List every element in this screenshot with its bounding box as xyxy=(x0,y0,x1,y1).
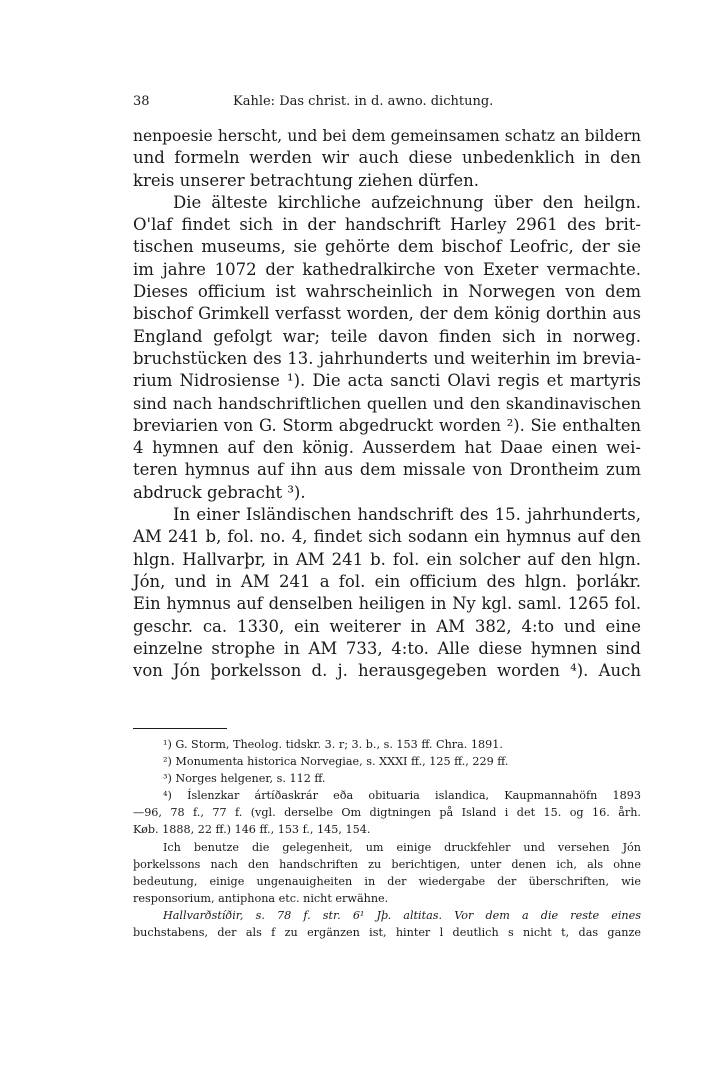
footnotes xyxy=(133,736,641,941)
footnote-line: þorkelssons nach den handschriften zu berichtigen, unter denen ich, als ohne xyxy=(133,857,641,871)
text-line: In einer Isländischen handschrift des 15. jahrhunderts, xyxy=(173,505,641,525)
footnote-line: Hallvarðstíðir, s. 78 f. str. 6¹ Jþ. altitas. Vor dem a die reste eines xyxy=(163,908,641,922)
text-line: bruchstücken des 13. jahrhunderts und weiterhin im brevia- xyxy=(133,348,641,368)
footnote-rule xyxy=(133,728,227,729)
text-line: abdruck gebracht ³). xyxy=(133,482,306,502)
text-line: einzelne strophe in AM 733, 4:to. Alle diese hymnen sind xyxy=(133,638,641,658)
text-line: und formeln werden wir auch diese unbedenklich in den xyxy=(133,148,641,168)
text-line: England gefolgt war; teile davon finden sich in norweg. xyxy=(133,326,641,346)
text-line: sind nach handschriftlichen quellen und den skandinavischen xyxy=(133,393,641,413)
text-line: breviarien von G. Storm abgedruckt worden ²). Sie enthalten xyxy=(133,415,641,435)
footnote-line: —96, 78 f., 77 f. (vgl. derselbe Om digtningen på Island i det 15. og 16. årh. xyxy=(133,806,641,820)
text-line: O'laf findet sich in der handschrift Harley 2961 des brit- xyxy=(133,215,641,235)
page-header xyxy=(133,94,641,112)
running-title: Kahle: Das christ. in d. awno. dichtung. xyxy=(233,94,494,109)
text-line: rium Nidrosiense ¹). Die acta sancti Olavi regis et martyris xyxy=(133,371,641,391)
footnote-line: Ich benutze die gelegenheit, um einige druckfehler und versehen Jón xyxy=(163,840,641,854)
footnote-line: ⁴) Íslenzkar ártíðaskrár eða obituaria islandica, Kaupmannahöfn 1893 xyxy=(163,789,641,803)
text-line: kreis unserer betrachtung ziehen dürfen. xyxy=(133,170,479,190)
footnote-line: responsorium, antiphona etc. nicht erwähne. xyxy=(133,891,389,905)
footnote-line: ²) Monumenta historica Norvegiae, s. XXXI ff., 125 ff., 229 ff. xyxy=(163,755,509,769)
text-line: von Jón þorkelsson d. j. herausgegeben worden ⁴). Auch xyxy=(133,661,641,681)
page-number: 38 xyxy=(133,94,150,109)
main-text xyxy=(133,125,641,682)
text-line: hlgn. Hallvarþr, in AM 241 b. fol. ein solcher auf den hlgn. xyxy=(133,549,641,569)
text-line: nenpoesie herscht, und bei dem gemeinsamen schatz an bildern xyxy=(133,127,641,145)
footnote-line: ¹) G. Storm, Theolog. tidskr. 3. r; 3. b., s. 153 ff. Chra. 1891. xyxy=(163,738,503,751)
text-line: Ein hymnus auf denselben heiligen in Ny kgl. saml. 1265 fol. xyxy=(133,594,641,614)
text-line: tischen museums, sie gehörte dem bischof Leofric, der sie xyxy=(133,237,641,257)
text-line: teren hymnus auf ihn aus dem missale von Drontheim zum xyxy=(133,460,641,480)
text-line: Dieses officium ist wahrscheinlich in Norwegen von dem xyxy=(133,282,641,302)
footnote-line: ³) Norges helgener, s. 112 ff. xyxy=(163,772,326,786)
text-line: bischof Grimkell verfasst worden, der dem könig dorthin aus xyxy=(133,304,641,324)
text-line: geschr. ca. 1330, ein weiterer in AM 382, 4:to und eine xyxy=(133,616,641,636)
footnote-line: Køb. 1888, 22 ff.) 146 ff., 153 f., 145, 154. xyxy=(133,823,371,837)
text-line: im jahre 1072 der kathedralkirche von Exeter vermachte. xyxy=(133,259,641,279)
text-line: Die älteste kirchliche aufzeichnung über den heilgn. xyxy=(173,192,641,212)
text-line: Jón, und in AM 241 a fol. ein officium des hlgn. þorlákr. xyxy=(133,571,641,591)
footnote-line: buchstabens, der als f zu ergänzen ist, hinter l deutlich s nicht t, das ganze xyxy=(133,926,641,940)
text-line: AM 241 b, fol. no. 4, findet sich sodann ein hymnus auf den xyxy=(133,527,641,547)
footnote-line: bedeutung, einige ungenauigheiten in der wiedergabe der überschriften, wie xyxy=(133,874,641,888)
text-line: 4 hymnen auf den könig. Ausserdem hat Daae einen wei- xyxy=(133,438,641,458)
